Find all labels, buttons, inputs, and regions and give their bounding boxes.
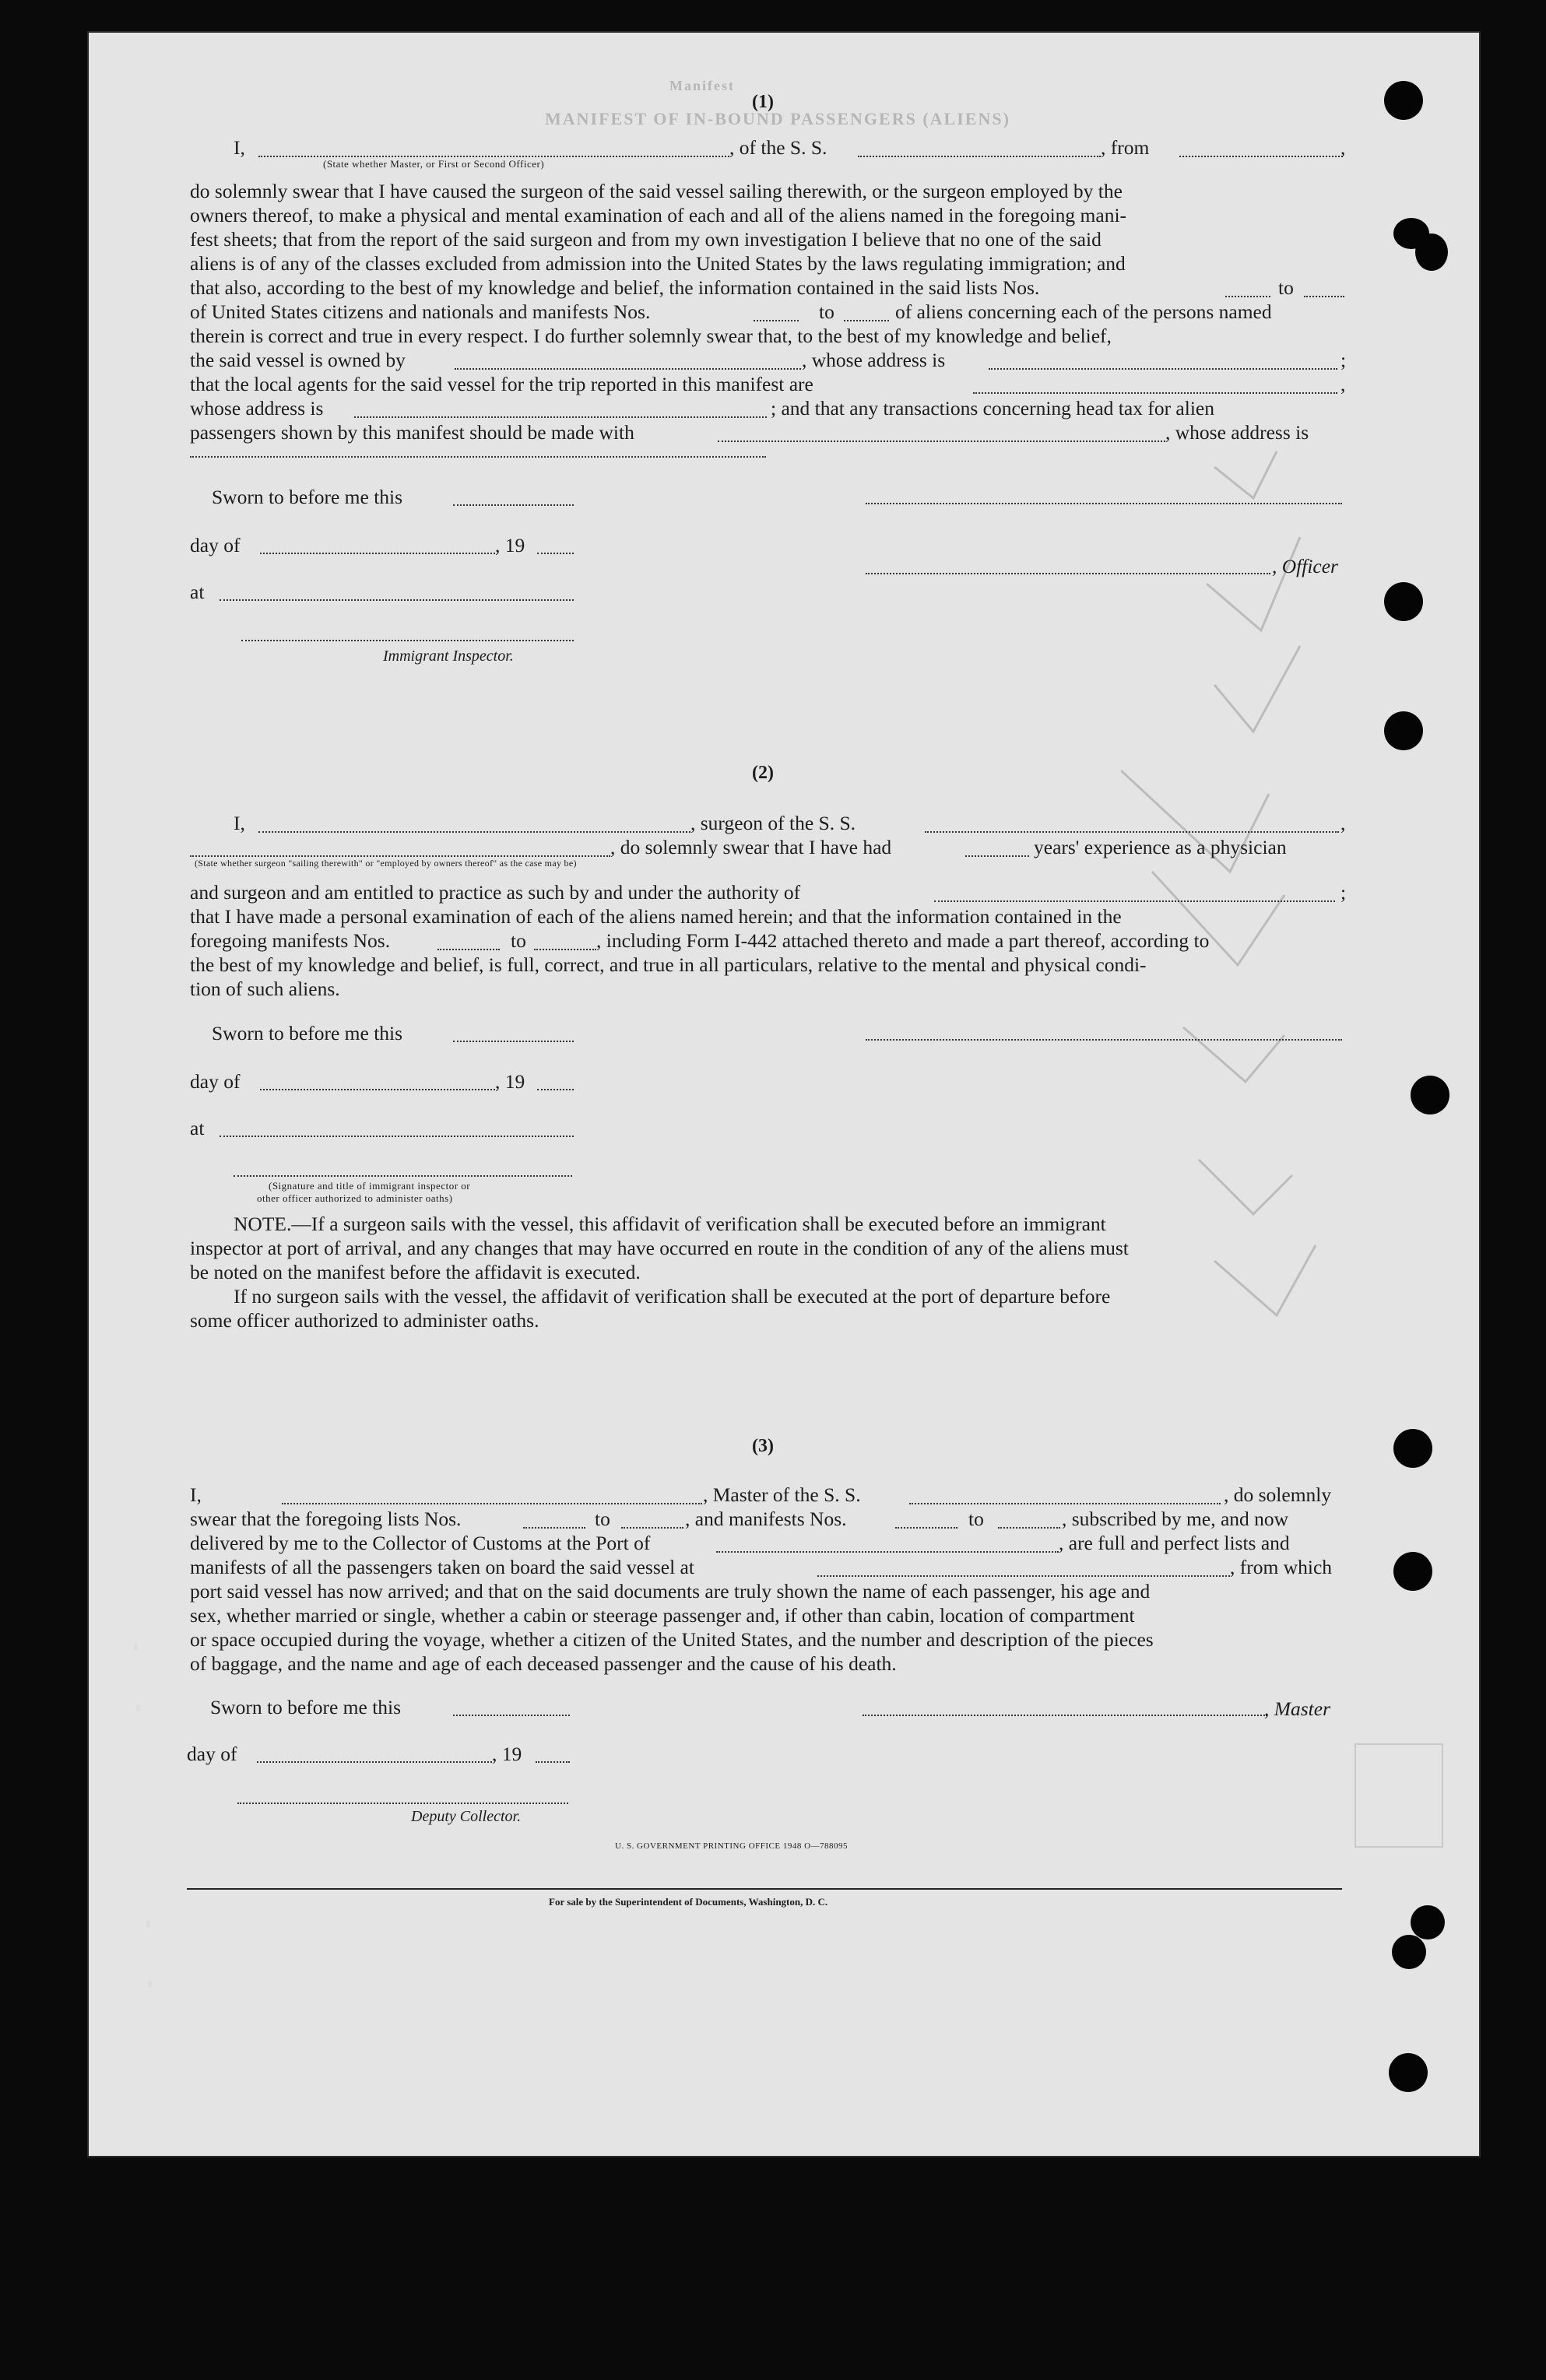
s2-vessel-name-field[interactable] xyxy=(925,831,1339,833)
s1-officer-line[interactable] xyxy=(866,573,1270,574)
section1-number: (1) xyxy=(752,92,774,112)
punch-hole xyxy=(1392,1935,1426,1969)
s3-line6: sex, whether married or single, whether a cabin or steerage passenger and, if other than cabin, location of compartment xyxy=(190,1604,1135,1627)
s1-whose-address-2: whose address is xyxy=(190,397,324,419)
s3-i-label: I, xyxy=(190,1483,202,1506)
s2-year-field[interactable] xyxy=(537,1089,574,1090)
s1-whose-address-1: , whose address is xyxy=(802,349,946,371)
s1-body-line3: fest sheets; that from the report of the said surgeon and from my own investigation I believe that no one of the said xyxy=(190,228,1102,251)
for-sale-line: For sale by the Superintendent of Documents, Washington, D. C. xyxy=(549,1896,828,1908)
s1-line5-text: that also, according to the best of my knowledge and belief, the information contained in the said lists Nos. xyxy=(190,276,1040,299)
s1-sworn-label: Sworn to before me this xyxy=(212,486,403,508)
s1-comma-2: , xyxy=(1340,373,1346,395)
s1-body-line2: owners thereof, to make a physical and mental examination of each and all of the aliens named in the foregoing mani- xyxy=(190,204,1127,226)
s1-line5-to: to xyxy=(1278,276,1294,299)
s2-note-line5: some officer authorized to administer oaths. xyxy=(190,1309,539,1332)
s3-month-field[interactable] xyxy=(257,1761,492,1763)
s2-at-label: at xyxy=(190,1117,205,1139)
s2-years-field[interactable] xyxy=(965,855,1029,857)
s3-deputy-label: Deputy Collector. xyxy=(411,1808,522,1825)
s2-line4: that I have made a personal examination of each of the aliens named herein; and that the information contained in the xyxy=(190,905,1122,928)
s3-manifests-from-field[interactable] xyxy=(895,1527,957,1529)
s2-at-field[interactable] xyxy=(220,1136,574,1137)
s2-signature-line[interactable] xyxy=(866,1039,1342,1041)
s1-inspector-signature-line[interactable] xyxy=(241,640,574,641)
s1-state-caption: (State whether Master, or First or Second Officer) xyxy=(323,158,545,170)
s2-manifests-to-field[interactable] xyxy=(534,949,596,950)
s1-i-label: I, xyxy=(234,136,245,159)
s1-whose-address-3: , whose address is xyxy=(1165,421,1309,444)
s1-manifests-from-field[interactable] xyxy=(754,320,799,321)
s3-year-field[interactable] xyxy=(536,1761,570,1763)
s1-at-label: at xyxy=(190,581,205,603)
s3-manifests-text: , and manifests Nos. xyxy=(685,1508,847,1530)
punch-hole xyxy=(1384,81,1423,120)
s1-year-prefix: , 19 xyxy=(495,534,525,556)
s1-year-field[interactable] xyxy=(537,553,574,554)
s3-delivered-text: delivered by me to the Collector of Customs at the Port of xyxy=(190,1532,651,1554)
speck xyxy=(148,1981,152,1988)
s1-lists-from-field[interactable] xyxy=(1225,296,1270,297)
s3-lists-to-field[interactable] xyxy=(621,1527,683,1529)
s2-state-caption: (State whether surgeon "sailing therewith" or "employed by owners thereof" as the case may be) xyxy=(195,858,577,869)
punch-hole xyxy=(1415,233,1448,271)
s1-day-of-label: day of xyxy=(190,534,241,556)
s1-line6-rest: of aliens concerning each of the persons named xyxy=(895,300,1272,323)
s3-line5: port said vessel has now arrived; and that on the said documents are truly shown the name of each passenger, his age and xyxy=(190,1580,1151,1602)
s2-sig-caption-1: (Signature and title of immigrant inspector or xyxy=(269,1180,471,1192)
s1-sworn-day-field[interactable] xyxy=(453,504,574,506)
s1-inspector-label: Immigrant Inspector. xyxy=(383,648,514,665)
punch-hole xyxy=(1389,2053,1428,2092)
s3-lists-text: swear that the foregoing lists Nos. xyxy=(190,1508,462,1530)
speck xyxy=(146,1921,150,1928)
s3-master-label: , Master xyxy=(1264,1697,1330,1720)
s3-lists-to: to xyxy=(595,1508,610,1530)
s2-officer-signature-line[interactable] xyxy=(234,1175,572,1177)
s2-note-line4: If no surgeon sails with the vessel, the affidavit of verification shall be executed at the port of departure before xyxy=(234,1285,1111,1308)
section2-number: (2) xyxy=(752,763,774,783)
s2-surgeon-status-field[interactable] xyxy=(190,855,610,857)
faint-header-line2: MANIFEST OF IN-BOUND PASSENGERS (ALIENS) xyxy=(545,109,1010,128)
s2-sworn-day-field[interactable] xyxy=(453,1041,574,1042)
s2-day-of-label: day of xyxy=(190,1070,241,1093)
s3-manifests-to-field[interactable] xyxy=(998,1527,1060,1529)
s1-semicolon: ; xyxy=(1340,349,1347,371)
s2-i-label: I, xyxy=(234,812,245,834)
s2-manifests-to: to xyxy=(511,929,526,952)
s2-authority-field[interactable] xyxy=(934,900,1335,902)
s2-month-field[interactable] xyxy=(260,1089,495,1090)
s2-sig-caption-2: other officer authorized to administer oaths) xyxy=(257,1192,453,1204)
s3-full-perfect: , are full and perfect lists and xyxy=(1059,1532,1290,1554)
printing-office-line: U. S. GOVERNMENT PRINTING OFFICE 1948 O—788095 xyxy=(615,1841,849,1851)
s1-owned-by: the said vessel is owned by xyxy=(190,349,406,371)
s1-month-field[interactable] xyxy=(260,553,495,554)
s3-manifests-to: to xyxy=(968,1508,984,1530)
speck xyxy=(136,1704,140,1711)
s1-body-line4: aliens is of any of the classes excluded from admission into the United States by the laws regulating immigration; and xyxy=(190,252,1126,275)
s1-body-line1: do solemnly swear that I have caused the surgeon of the said vessel sailing therewith, or the surgeon employed by the xyxy=(190,180,1123,202)
s1-manifests-to-field[interactable] xyxy=(844,320,889,321)
s1-line6-to: to xyxy=(819,300,834,323)
speck xyxy=(134,1644,138,1651)
s2-surgeon-name-field[interactable] xyxy=(258,831,690,833)
s2-note-line3: be noted on the manifest before the affidavit is executed. xyxy=(190,1261,641,1283)
s3-port-field[interactable] xyxy=(716,1551,1059,1553)
s1-at-field[interactable] xyxy=(220,599,574,601)
s3-year-prefix: , 19 xyxy=(492,1743,522,1765)
s2-manifests-from-field[interactable] xyxy=(437,949,500,950)
s2-line6: the best of my knowledge and belief, is full, correct, and true in all particulars, relative to the mental and physical condi- xyxy=(190,953,1147,976)
s1-comma: , xyxy=(1340,136,1346,159)
s3-subscribed: , subscribed by me, and now xyxy=(1062,1508,1289,1530)
punch-hole xyxy=(1384,711,1423,750)
s3-from-which: , from which xyxy=(1230,1556,1333,1578)
s3-deputy-signature-line[interactable] xyxy=(237,1803,568,1804)
s2-sworn-label: Sworn to before me this xyxy=(212,1022,403,1044)
s1-agents-address-field[interactable] xyxy=(354,416,767,418)
s1-officer-label: , Officer xyxy=(1272,555,1338,577)
punch-hole xyxy=(1384,582,1423,621)
s1-line7: therein is correct and true in every respect. I do further solemnly swear that, to the best of my knowledge and belief, xyxy=(190,325,1112,347)
s2-note-line2: inspector at port of arrival, and any changes that may have occurred en route in the condition of any of the aliens must xyxy=(190,1237,1129,1259)
section3-number: (3) xyxy=(752,1436,774,1456)
s1-vessel-name-field[interactable] xyxy=(858,156,1101,157)
s1-of-ss: , of the S. S. xyxy=(729,136,827,159)
s2-note-line1: NOTE.—If a surgeon sails with the vessel, this affidavit of verification shall be executed before an immigrant xyxy=(234,1213,1106,1235)
s1-owner-field[interactable] xyxy=(455,368,801,370)
s1-owner-address-field[interactable] xyxy=(989,368,1337,370)
punch-hole xyxy=(1393,1552,1432,1591)
s2-authority-text: and surgeon and am entitled to practice as such by and under the authority of xyxy=(190,881,801,904)
s2-year-prefix: , 19 xyxy=(495,1070,525,1093)
s2-swear-text: , do solemnly swear that I have had xyxy=(610,836,892,858)
s1-from: , from xyxy=(1101,136,1150,159)
s3-master-name-field[interactable] xyxy=(282,1503,702,1504)
punch-hole xyxy=(1411,1076,1449,1115)
s1-transactions-party-field[interactable] xyxy=(718,441,1165,442)
footer-rule xyxy=(187,1888,1342,1890)
s1-from-port-field[interactable] xyxy=(1179,156,1343,157)
s1-signature-line[interactable] xyxy=(866,503,1342,504)
punch-hole xyxy=(1411,1905,1445,1939)
s1-line6-text: of United States citizens and nationals and manifests Nos. xyxy=(190,300,651,323)
s2-surgeon-of-ss: , surgeon of the S. S. xyxy=(690,812,856,834)
s1-party-address-field[interactable] xyxy=(190,456,766,458)
s3-vessel-name-field[interactable] xyxy=(909,1503,1221,1504)
s3-do-solemnly: , do solemnly xyxy=(1224,1483,1332,1506)
s1-agents-field[interactable] xyxy=(973,392,1337,394)
s1-head-tax: ; and that any transactions concerning head tax for alien xyxy=(771,397,1214,419)
s3-day-of-label: day of xyxy=(187,1743,237,1765)
s2-including-form: , including Form I-442 attached thereto and made a part thereof, according to xyxy=(596,929,1210,952)
s3-lists-from-field[interactable] xyxy=(523,1527,585,1529)
s2-line7: tion of such aliens. xyxy=(190,978,340,1000)
s2-semicolon: ; xyxy=(1340,881,1347,904)
faint-stamp-box xyxy=(1355,1743,1443,1848)
s3-master-of-ss: , Master of the S. S. xyxy=(703,1483,861,1506)
s3-taken-on-board: manifests of all the passengers taken on board the said vessel at xyxy=(190,1556,694,1578)
s3-line7: or space occupied during the voyage, whether a citizen of the United States, and the number and description of the pieces xyxy=(190,1628,1154,1651)
punch-hole xyxy=(1393,1429,1432,1468)
s1-passengers-shown: passengers shown by this manifest should be made with xyxy=(190,421,634,444)
s3-line8: of baggage, and the name and age of each deceased passenger and the cause of his death. xyxy=(190,1652,897,1675)
faint-header-line1: Manifest xyxy=(669,78,735,93)
s1-local-agents: that the local agents for the said vessel for the trip reported in this manifest are xyxy=(190,373,813,395)
s3-sworn-day-field[interactable] xyxy=(453,1715,570,1716)
s3-master-signature-line[interactable] xyxy=(863,1715,1267,1716)
s2-comma: , xyxy=(1340,812,1346,834)
s3-sworn-label: Sworn to before me this xyxy=(210,1696,402,1718)
s3-embark-port-field[interactable] xyxy=(817,1575,1230,1577)
s1-officer-name-field[interactable] xyxy=(258,156,729,157)
s2-manifests-text: foregoing manifests Nos. xyxy=(190,929,391,952)
s1-lists-to-field[interactable] xyxy=(1304,296,1344,297)
s2-years-experience: years' experience as a physician xyxy=(1034,836,1287,858)
